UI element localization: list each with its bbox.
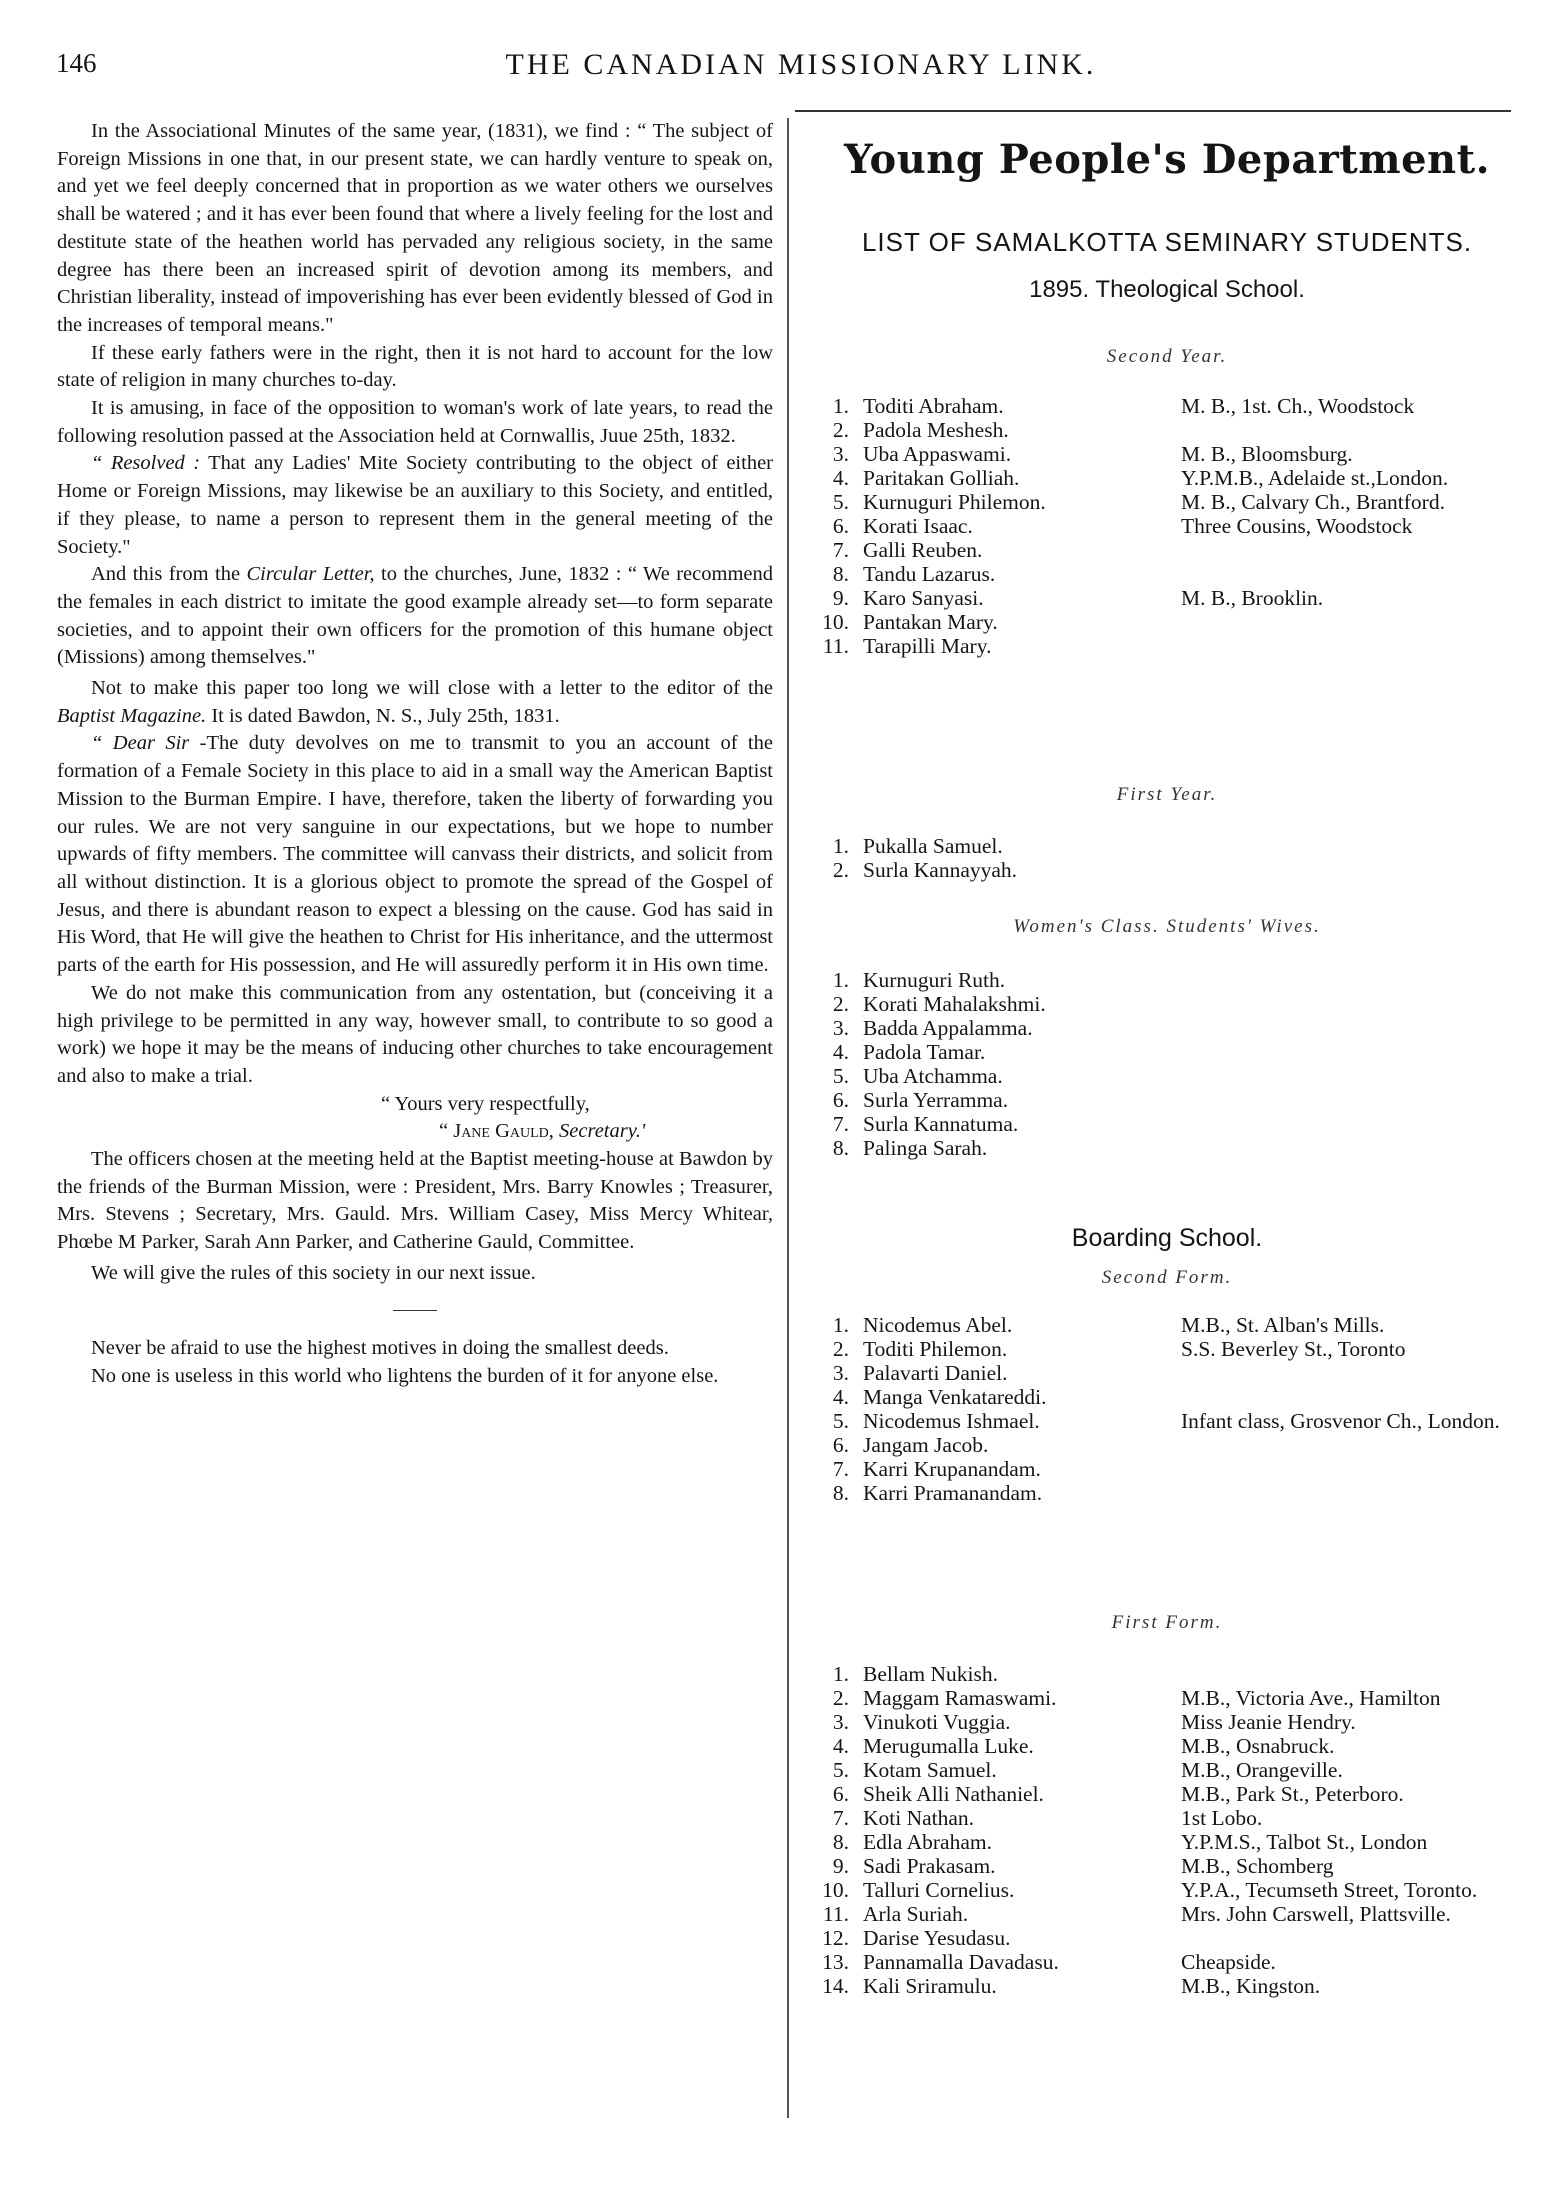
- row-number: 1.: [832, 968, 849, 992]
- student-name: Jangam Jacob.: [863, 1433, 989, 1457]
- table-row: [812, 538, 1522, 562]
- student-name: Korati Isaac.: [863, 514, 973, 538]
- table-row: [812, 610, 1522, 634]
- maxim: No one is useless in this world who lightens the burden of it for anyone else.: [91, 1364, 719, 1387]
- table-row: [812, 586, 1522, 610]
- row-number: 5.: [832, 490, 849, 514]
- student-name: Kali Sriramulu.: [863, 1974, 997, 1998]
- boarding-school: [812, 1224, 1522, 1505]
- magazine-italic: Baptist Magazine.: [57, 704, 207, 727]
- row-number: 8.: [832, 1481, 849, 1505]
- womens-class: [812, 916, 1522, 1160]
- maxim: Never be afraid to use the highest motives in doing the smallest deeds.: [91, 1337, 669, 1360]
- row-number: 3.: [832, 1361, 849, 1385]
- table-row: [812, 1433, 1522, 1457]
- school-title: Boarding School.: [1071, 1224, 1263, 1252]
- supporter: M. B., Bloomsburg.: [1181, 442, 1353, 466]
- supporter: [1175, 634, 1522, 658]
- student-name: Uba Appaswami.: [863, 442, 1012, 466]
- paragraph-text: to the churches, June, 1832 : “ We recommend the females in each district to imitate the good example already set—to form separate societies, and to appoint their own officers for the promotion of this humane object (Missions) among themselves.": [57, 563, 773, 669]
- paragraph: [57, 675, 773, 730]
- page-header: [0, 48, 1562, 88]
- supporter: [1175, 834, 1522, 858]
- student-name: Kurnuguri Ruth.: [863, 968, 1006, 992]
- student-name: Surla Kannayyah.: [863, 858, 1018, 882]
- salutation: “ Dear Sir: [91, 732, 190, 755]
- column-divider: [787, 118, 789, 2118]
- student-name: Nicodemus Ishmael.: [863, 1409, 1040, 1433]
- table-row: [812, 394, 1522, 418]
- row-number: 7.: [832, 1112, 849, 1136]
- section-label: Women's Class. Students' Wives.: [1013, 916, 1321, 937]
- row-number: 7.: [832, 538, 849, 562]
- row-number: 6.: [832, 1088, 849, 1112]
- table-row: [812, 1950, 1522, 1974]
- row-number: 3.: [832, 442, 849, 466]
- row-number: 4.: [832, 1385, 849, 1409]
- table-row: [812, 1064, 1522, 1088]
- supporter: [1175, 858, 1522, 882]
- table-row: [812, 466, 1522, 490]
- table-row: [812, 1782, 1522, 1806]
- row-number: 10.: [822, 1878, 849, 1902]
- supporter: Three Cousins, Woodstock: [1181, 514, 1413, 538]
- supporter: M.B., Victoria Ave., Hamilton: [1181, 1686, 1441, 1710]
- row-number: 1.: [832, 1662, 849, 1686]
- signatory-name: “ Jane Gauld,: [439, 1120, 554, 1143]
- student-name: Merugumalla Luke.: [863, 1734, 1034, 1758]
- row-number: 3.: [832, 1016, 849, 1040]
- table-row: [812, 1878, 1522, 1902]
- signature: [57, 1118, 773, 1146]
- row-number: 10.: [822, 610, 849, 634]
- student-name: Kotam Samuel.: [863, 1758, 997, 1782]
- paragraph-text: It is dated Bawdon, N. S., July 25th, 1831.: [206, 704, 560, 727]
- student-name: Toditi Philemon.: [863, 1337, 1008, 1361]
- row-number: 13.: [822, 1950, 849, 1974]
- paragraph: [57, 450, 773, 561]
- paragraph: [57, 561, 773, 672]
- supporter: [1175, 538, 1522, 562]
- department-title: Young People's Department.: [843, 136, 1491, 183]
- table-row: [812, 1974, 1522, 1998]
- section-label: Second Form.: [1101, 1267, 1233, 1288]
- supporter: [1175, 1088, 1522, 1112]
- letter-paragraph: [57, 730, 773, 979]
- table-row: [812, 968, 1522, 992]
- supporter: M.B., Orangeville.: [1181, 1758, 1343, 1782]
- student-name: Korati Mahalakshmi.: [863, 992, 1046, 1016]
- student-table: [812, 394, 1522, 658]
- table-row: [812, 858, 1522, 882]
- row-number: 8.: [832, 1136, 849, 1160]
- student-name: Padola Meshesh.: [863, 418, 1009, 442]
- supporter: M. B., Calvary Ch., Brantford.: [1181, 490, 1445, 514]
- student-name: Darise Yesudasu.: [863, 1926, 1011, 1950]
- table-row: [812, 1734, 1522, 1758]
- signatory-title: Secretary.': [553, 1120, 646, 1143]
- paragraph-text: -The duty devolves on me to transmit to you an account of the formation of a Female Society in this place to aid in a small way the American Baptist Mission to the Burman Empire. I have, therefore, taken the liberty of forwarding you our rules. We are not very sanguine in our expectations, but we hope to number upwards of fifty members. The committee will canvass their districts, and solicit from all without distinction. It is a glorious object to promote the spread of the Gospel of Jesus, and there is abundant reason to expect a blessing on the cause. God has said in His Word, that He will give the heathen to Christ for His inheritance, and the uttermost parts of the earth for His possession, and He will assuredly perform it in His own time.: [57, 732, 773, 977]
- department-column: [812, 120, 1522, 304]
- row-number: 2.: [832, 1337, 849, 1361]
- table-row: [812, 514, 1522, 538]
- row-number: 8.: [832, 562, 849, 586]
- closing: “ Yours very respectfully,: [381, 1092, 590, 1115]
- table-row: [812, 490, 1522, 514]
- student-table: [812, 1313, 1522, 1505]
- supporter: Infant class, Grosvenor Ch., London.: [1181, 1409, 1500, 1433]
- student-name: Padola Tamar.: [863, 1040, 986, 1064]
- supporter: [1175, 992, 1522, 1016]
- paragraph: The officers chosen at the meeting held at the Baptist meeting-house at Bawdon by the friends of the Burman Mission, were : President, Mrs. Barry Knowles ; Treasurer, Mrs. Stevens ; Secretary, Mrs. Gauld. Mrs. William Casey, Miss Mercy Whitear, Phœbe M Parker, Sarah Ann Parker, and Catherine Gauld, Committee.: [57, 1148, 773, 1254]
- table-row: [812, 1337, 1522, 1361]
- paragraph: It is amusing, in face of the opposition to woman's work of late years, to read the following resolution passed at the Association held at Cornwallis, Juue 25th, 1832.: [57, 397, 773, 447]
- supporter: Y.P.A., Tecumseth Street, Toronto.: [1181, 1878, 1478, 1902]
- list-title: LIST OF SAMALKOTTA SEMINARY STUDENTS.: [861, 227, 1473, 257]
- article-column: [57, 118, 773, 1390]
- supporter: [1175, 562, 1522, 586]
- supporter: M. B., Brooklin.: [1181, 586, 1324, 610]
- page-number: 146: [56, 48, 97, 78]
- section-label: First Form.: [1111, 1612, 1223, 1633]
- table-row: [812, 1662, 1522, 1686]
- row-number: 11.: [822, 1902, 849, 1926]
- table-row: [812, 1112, 1522, 1136]
- supporter: Y.P.M.B., Adelaide st.,London.: [1181, 466, 1449, 490]
- supporter: [1175, 1040, 1522, 1064]
- paragraph: We will give the rules of this society in our next issue.: [91, 1261, 536, 1284]
- table-row: [812, 1758, 1522, 1782]
- table-row: [812, 1088, 1522, 1112]
- student-name: Uba Atchamma.: [863, 1064, 1003, 1088]
- supporter: 1st Lobo.: [1181, 1806, 1263, 1830]
- supporter: [1175, 1136, 1522, 1160]
- student-name: Edla Abraham.: [863, 1830, 992, 1854]
- table-row: [812, 1457, 1522, 1481]
- row-number: 8.: [832, 1830, 849, 1854]
- paragraph: If these early fathers were in the right, then it is not hard to account for the low state of religion in many churches to-day.: [57, 341, 773, 392]
- theological-first-year: [812, 784, 1522, 882]
- row-number: 9.: [832, 1854, 849, 1878]
- student-name: Kurnuguri Philemon.: [863, 490, 1046, 514]
- supporter: [1175, 1016, 1522, 1040]
- student-name: Surla Yerramma.: [863, 1088, 1009, 1112]
- student-name: Galli Reuben.: [863, 538, 983, 562]
- table-row: [812, 1854, 1522, 1878]
- supporter: M.B., Kingston.: [1181, 1974, 1321, 1998]
- student-name: Pantakan Mary.: [863, 610, 998, 634]
- table-row: [812, 1136, 1522, 1160]
- row-number: 14.: [822, 1974, 849, 1998]
- publication-title: THE CANADIAN MISSIONARY LINK.: [505, 48, 1097, 81]
- row-number: 6.: [832, 1433, 849, 1457]
- student-name: Karri Pramanandam.: [863, 1481, 1043, 1505]
- table-row: [812, 834, 1522, 858]
- row-number: 3.: [832, 1710, 849, 1734]
- student-name: Manga Venkatareddi.: [863, 1385, 1047, 1409]
- paragraph: We do not make this communication from any ostentation, but (conceiving it a high privilege to be permitted in any way, however small, to contribute to so good a work) we hope it may be the means of inducing other churches to take encouragement and also to make a trial.: [57, 981, 773, 1087]
- section-label: Second Year.: [1106, 346, 1228, 367]
- supporter: Y.P.M.S., Talbot St., London: [1181, 1830, 1428, 1854]
- supporter: [1175, 610, 1522, 634]
- student-name: Karo Sanyasi.: [863, 586, 984, 610]
- table-row: [812, 1040, 1522, 1064]
- theological-second-year: [812, 346, 1522, 658]
- row-number: 1.: [832, 834, 849, 858]
- supporter: [1175, 1926, 1522, 1950]
- student-table: [812, 834, 1522, 882]
- student-table: [812, 1662, 1522, 1998]
- section-label: First Year.: [1116, 784, 1218, 805]
- paragraph-text: Not to make this paper too long we will close with a letter to the editor of the: [91, 677, 773, 700]
- student-name: Badda Appalamma.: [863, 1016, 1033, 1040]
- supporter: M.B., St. Alban's Mills.: [1181, 1313, 1385, 1337]
- table-row: [812, 992, 1522, 1016]
- student-name: Toditi Abraham.: [863, 394, 1004, 418]
- table-row: [812, 1686, 1522, 1710]
- table-row: [812, 1313, 1522, 1337]
- row-number: 7.: [832, 1457, 849, 1481]
- boarding-first-form: [812, 1612, 1522, 1998]
- table-row: [812, 1361, 1522, 1385]
- student-name: Palavarti Daniel.: [863, 1361, 1008, 1385]
- supporter: [1175, 1662, 1522, 1686]
- student-name: Karri Krupanandam.: [863, 1457, 1041, 1481]
- supporter: M. B., 1st. Ch., Woodstock: [1181, 394, 1415, 418]
- row-number: 5.: [832, 1409, 849, 1433]
- supporter: Miss Jeanie Hendry.: [1181, 1710, 1356, 1734]
- paragraph-text: And this from the: [91, 563, 247, 586]
- supporter: [1175, 1481, 1522, 1505]
- row-number: 6.: [832, 1782, 849, 1806]
- table-row: [812, 418, 1522, 442]
- row-number: 2.: [832, 992, 849, 1016]
- student-name: Surla Kannatuma.: [863, 1112, 1019, 1136]
- student-name: Maggam Ramaswami.: [863, 1686, 1057, 1710]
- student-name: Bellam Nukish.: [863, 1662, 998, 1686]
- row-number: 5.: [832, 1758, 849, 1782]
- supporter: [1175, 1112, 1522, 1136]
- student-name: Sheik Alli Nathaniel.: [863, 1782, 1044, 1806]
- student-table: [812, 968, 1522, 1160]
- paragraph: In the Associational Minutes of the same year, (1831), we find : “ The subject of Foreign Missions in one that, in our present state, we can hardly venture to speak on, and yet we feel deeply concerned that in proportion as we water others we ourselves shall be watered ; and it has ever been found that where a lively feeling for the lost and destitute state of the heathen world has pervaded any religious society, in the same degree has there been an increased spirit of devotion among its members, and Christian liberality, instead of impoverishing has ever been evidently blessed of God in the increases of temporal means.": [57, 120, 773, 336]
- supporter: M.B., Schomberg: [1181, 1854, 1334, 1878]
- student-name: Pukalla Samuel.: [863, 834, 1003, 858]
- row-number: 5.: [832, 1064, 849, 1088]
- row-number: 9.: [832, 586, 849, 610]
- supporter: [1175, 968, 1522, 992]
- student-name: Tandu Lazarus.: [863, 562, 996, 586]
- row-number: 2.: [832, 858, 849, 882]
- table-row: [812, 1710, 1522, 1734]
- supporter: [1175, 418, 1522, 442]
- table-row: [812, 1902, 1522, 1926]
- supporter: S.S. Beverley St., Toronto: [1181, 1337, 1406, 1361]
- table-row: [812, 1926, 1522, 1950]
- row-number: 11.: [822, 634, 849, 658]
- section-divider: [393, 1310, 437, 1312]
- table-row: [812, 1409, 1522, 1433]
- row-number: 1.: [832, 1313, 849, 1337]
- row-number: 7.: [832, 1806, 849, 1830]
- table-row: [812, 1016, 1522, 1040]
- row-number: 4.: [832, 466, 849, 490]
- table-row: [812, 1481, 1522, 1505]
- supporter: [1175, 1457, 1522, 1481]
- student-name: Koti Nathan.: [863, 1806, 975, 1830]
- supporter: M.B., Osnabruck.: [1181, 1734, 1335, 1758]
- student-name: Paritakan Golliah.: [863, 466, 1020, 490]
- supporter: Mrs. John Carswell, Plattsville.: [1181, 1902, 1451, 1926]
- student-name: Palinga Sarah.: [863, 1136, 988, 1160]
- supporter: M.B., Park St., Peterboro.: [1181, 1782, 1404, 1806]
- row-number: 2.: [832, 418, 849, 442]
- student-name: Nicodemus Abel.: [863, 1313, 1013, 1337]
- row-number: 12.: [822, 1926, 849, 1950]
- supporter: [1175, 1361, 1522, 1385]
- student-name: Talluri Cornelius.: [863, 1878, 1015, 1902]
- table-row: [812, 1830, 1522, 1854]
- student-name: Sadi Prakasam.: [863, 1854, 996, 1878]
- table-row: [812, 442, 1522, 466]
- supporter: [1175, 1385, 1522, 1409]
- table-row: [812, 1385, 1522, 1409]
- school-title: 1895. Theological School.: [1029, 276, 1305, 303]
- student-name: Arla Suriah.: [863, 1902, 969, 1926]
- row-number: 1.: [832, 394, 849, 418]
- row-number: 4.: [832, 1734, 849, 1758]
- table-row: [812, 634, 1522, 658]
- table-row: [812, 562, 1522, 586]
- paragraph-text: That any Ladies' Mite Society contributing to the object of either Home or Foreign Missions, may likewise be an auxiliary to this Society, and entitled, if they please, to name a person to represent them in the general meeting of the Society.": [57, 452, 773, 558]
- supporter: [1175, 1433, 1522, 1457]
- table-row: [812, 1806, 1522, 1830]
- department-top-rule: [795, 110, 1511, 112]
- supporter: [1175, 1064, 1522, 1088]
- supporter: Cheapside.: [1181, 1950, 1276, 1974]
- resolved-lead: “ Resolved :: [91, 452, 201, 475]
- row-number: 4.: [832, 1040, 849, 1064]
- student-name: Pannamalla Davadasu.: [863, 1950, 1059, 1974]
- student-name: Tarapilli Mary.: [863, 634, 992, 658]
- row-number: 6.: [832, 514, 849, 538]
- row-number: 2.: [832, 1686, 849, 1710]
- circular-letter-italic: Circular Letter,: [246, 563, 375, 586]
- student-name: Vinukoti Vuggia.: [863, 1710, 1011, 1734]
